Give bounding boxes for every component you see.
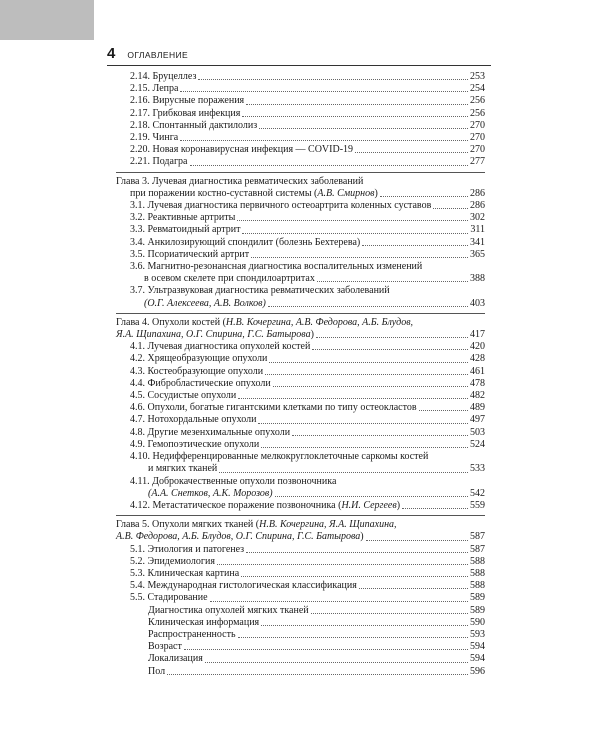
toc-entry[interactable]: 3.2. Реактивные артриты 302	[130, 212, 485, 224]
toc-entry[interactable]: 4.11. Доброкачественные опухоли позвоночника	[130, 475, 337, 487]
toc-entry[interactable]: 3.4. Анкилозирующий спондилит (болезнь Бехтерева) 341	[130, 236, 485, 248]
chapter-separator	[116, 515, 485, 516]
toc-entry[interactable]: 2.16. Вирусные поражения 256	[130, 95, 485, 107]
toc-entry[interactable]: 4.8. Другие мезенхимальные опухоли 503	[130, 426, 485, 438]
toc-entry-cont[interactable]: (О.Г. Алексеева, А.В. Волков) 403	[144, 297, 485, 309]
toc-entry[interactable]: 4.6. Опухоли, богатые гигантскими клетками по типу остеокластов 489	[130, 402, 485, 414]
toc-subentry[interactable]: Локализация 594	[148, 653, 485, 665]
chapter-3-authors: А.В. Смирнов	[317, 187, 375, 199]
running-title: ОГЛАВЛЕНИЕ	[127, 50, 189, 60]
table-of-contents	[116, 71, 485, 678]
toc-entry-cont[interactable]: в осевом скелете при спондилоартритах 388	[144, 273, 485, 285]
toc-entry[interactable]: 4.9. Гемопоэтические опухоли 524	[130, 438, 485, 450]
chapter-3-title-cont[interactable]: при поражении костно-суставной системы (А.В. Смирнов) 286	[130, 187, 485, 199]
toc-entry[interactable]: 5.4. Международная гистологическая классификация 588	[130, 580, 485, 592]
toc-entry[interactable]: 2.17. Грибковая инфекция 256	[130, 107, 485, 119]
toc-entry[interactable]: 2.15. Лепра 254	[130, 83, 485, 95]
toc-entry[interactable]: 2.14. Бруцеллез 253	[130, 71, 485, 82]
toc-entry[interactable]: 5.1. Этиология и патогенез 587	[130, 543, 485, 555]
toc-entry[interactable]: 3.3. Ревматоидный артрит 311	[130, 224, 485, 236]
chapter-separator	[116, 172, 485, 173]
chapter-separator	[116, 313, 485, 314]
chapter-5-title-cont[interactable]: А.В. Федорова, А.Б. Блудов, О.Г. Спирина, Г.С. Батырова) 587	[116, 531, 485, 543]
toc-entry[interactable]: 2.19. Чинга 270	[130, 132, 485, 144]
toc-entry[interactable]: 3.6. Магнитно-резонансная диагностика воспалительных изменений	[130, 261, 423, 273]
chapter-4-title[interactable]: Глава 4. Опухоли костей (Н.В. Кочергина, А.В. Федорова, А.Б. Блудов,	[116, 316, 414, 328]
toc-subentry[interactable]: Возраст 594	[148, 641, 485, 653]
chapter-3-title[interactable]: Глава 3. Лучевая диагностика ревматических заболеваний	[116, 175, 364, 187]
toc-entry-cont[interactable]: (А.А. Снетков, А.К. Морозов) 542	[148, 487, 485, 499]
toc-entry[interactable]: 4.12. Метастатическое поражение позвоночника (Н.И. Сергеев) 559	[130, 499, 485, 511]
toc-entry[interactable]: 4.7. Нотохордальные опухоли 497	[130, 414, 485, 426]
toc-entry[interactable]: 3.7. Ультразвуковая диагностика ревматических заболеваний	[130, 285, 390, 297]
toc-subentry[interactable]: Диагностика опухолей мягких тканей 589	[148, 604, 485, 616]
toc-entry[interactable]: 4.1. Лучевая диагностика опухолей костей 420	[130, 341, 485, 353]
page-number: 4	[107, 45, 116, 62]
toc-entry[interactable]: 2.20. Новая коронавирусная инфекция — COVID-19 270	[130, 144, 485, 156]
toc-entry-cont[interactable]: и мягких тканей 533	[148, 463, 485, 475]
toc-entry[interactable]: 2.18. Спонтанный дактилолиз 270	[130, 119, 485, 131]
side-thumb-tab	[0, 0, 94, 40]
toc-entry[interactable]: 5.5. Стадирование 589	[130, 592, 485, 604]
page-header	[107, 45, 188, 62]
toc-subentry[interactable]: Распространенность 593	[148, 628, 485, 640]
toc-entry[interactable]: 5.2. Эпидемиология 588	[130, 555, 485, 567]
chapter-5-title[interactable]: Глава 5. Опухоли мягких тканей (Н.В. Кочергина, Я.А. Щипахина,	[116, 519, 397, 531]
toc-entry[interactable]: 4.10. Недифференцированные мелкокруглоклеточные саркомы костей	[130, 451, 429, 463]
item-4-11-authors: (А.А. Снетков, А.К. Морозов)	[148, 487, 273, 499]
toc-entry[interactable]: 4.2. Хрящеобразующие опухоли 428	[130, 353, 485, 365]
item-3-7-authors: (О.Г. Алексеева, А.В. Волков)	[144, 297, 266, 309]
chapter-5-authors: Н.В. Кочергина, Я.А. Щипахина,	[259, 519, 397, 531]
chapter-4-title-cont[interactable]: Я.А. Щипахина, О.Г. Спирина, Г.С. Батырова) 417	[116, 329, 485, 341]
toc-entry[interactable]: 3.5. Псориатический артрит 365	[130, 248, 485, 260]
toc-entry[interactable]: 4.5. Сосудистые опухоли 482	[130, 390, 485, 402]
toc-subentry[interactable]: Клиническая информация 590	[148, 616, 485, 628]
header-rule	[107, 65, 491, 66]
toc-entry[interactable]: 4.4. Фибробластические опухоли 478	[130, 377, 485, 389]
toc-entry[interactable]: 2.21. Подагра 277	[130, 156, 485, 168]
toc-subentry[interactable]: Пол 596	[148, 665, 485, 677]
chapter-4-authors: Н.В. Кочергина, А.В. Федорова, А.Б. Блудов,	[225, 316, 414, 328]
item-4-12-authors: Н.И. Сергеев	[341, 499, 397, 511]
toc-entry[interactable]: 3.1. Лучевая диагностика первичного остеоартрита коленных суставов 286	[130, 200, 485, 212]
toc-entry[interactable]: 5.3. Клиническая картина 588	[130, 567, 485, 579]
toc-entry[interactable]: 4.3. Костеобразующие опухоли 461	[130, 365, 485, 377]
